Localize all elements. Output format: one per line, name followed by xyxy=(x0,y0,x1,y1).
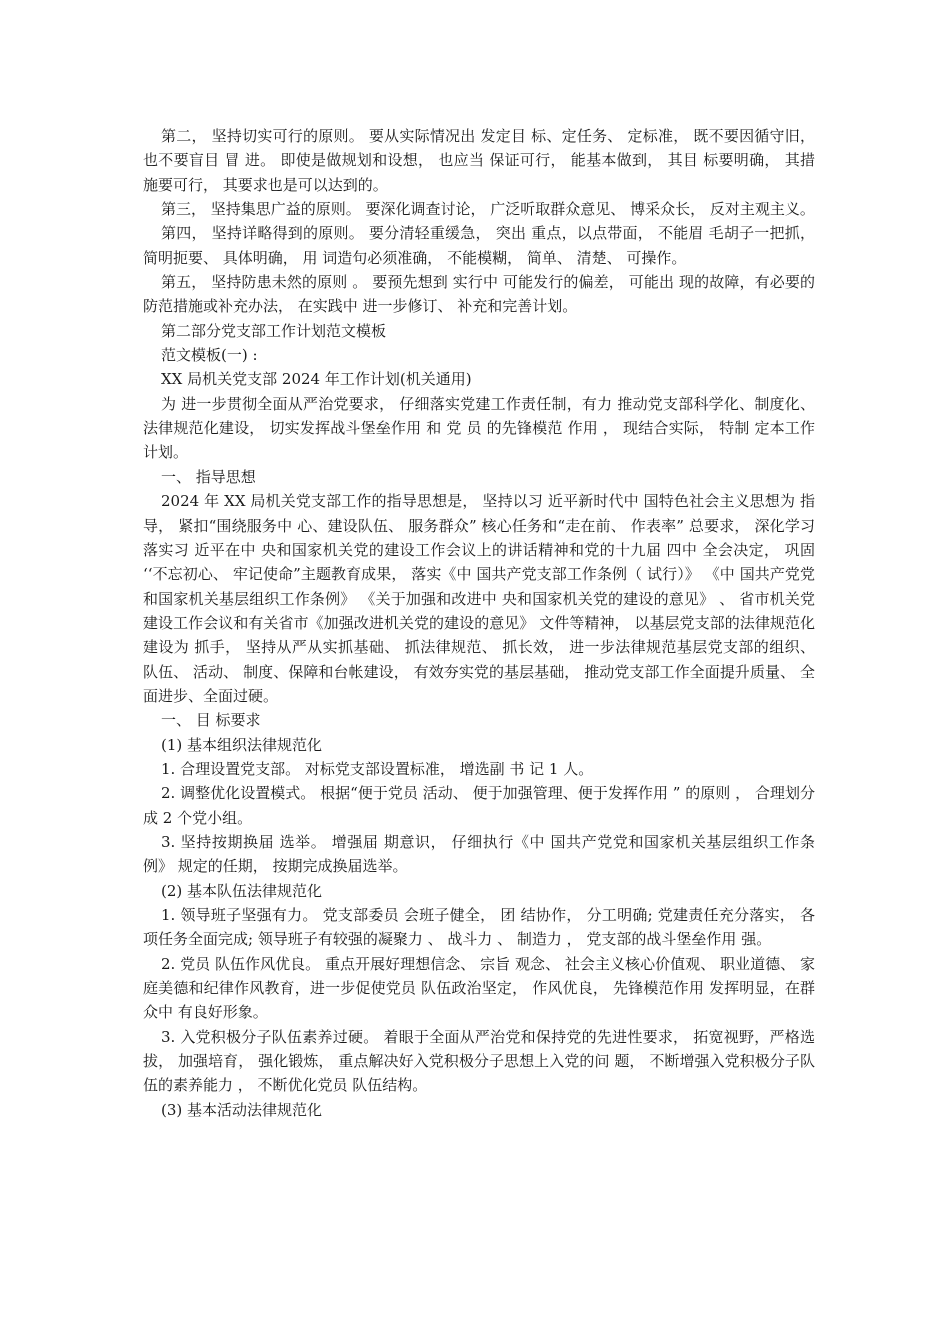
list-item: 1. 领导班子坚强有力。 党支部委员 会班子健全， 团 结协作， 分工明确; 党建责任充分落实， 各项任务全面完成; 领导班子有较强的凝聚力 、 战斗力 、 制造力 ， 党支部的战斗堡垒作用 强。 xyxy=(143,906,815,949)
principle-two-paragraph: 第二， 坚持切实可行的原则。 要从实际情况出 发定目 标、定任务、 定标准， 既不要因循守旧， 也不要盲目 冒 进。 即使是做规划和设想， 也应当 保证可行， 能基本做到， 其目 标要明确， 其措施要可行， 其要求也是可以达到的。 xyxy=(143,127,815,194)
principle-three-paragraph: 第三， 坚持集思广益的原则。 要深化调查讨论， 广泛听取群众意见、 博采众长， 反对主观主义。 xyxy=(161,200,815,219)
plan-intro-paragraph: 为 进一步贯彻全面从严治党要求， 仔细落实党建工作责任制，有力 推动党支部科学化、制度化、 法律规范化建设， 切实发挥战斗堡垒作用 和 党 员 的先锋模范 作用 ， 现结合实际， 特制 定本工作计划。 xyxy=(143,394,815,462)
template-one-heading: 范文模板(一) : xyxy=(161,346,258,365)
list-item: 2. 党员 队伍作风优良。 重点开展好理想信念、 宗旨 观念、 社会主义核心价值观、 职业道德、 家庭美德和纪律作风教育，进一步促使党员 队伍政治坚定， 作风优良， 先锋模范作用 发挥明显，在群众中 有良好形象。 xyxy=(143,954,815,1022)
goal-requirements-heading: 一、 目 标要求 xyxy=(161,711,261,730)
guiding-ideology-paragraph: 2024 年 XX 局机关党支部工作的指导思想是， 坚持以习 近平新时代中 国特色社会主义思想为 指导， 紧扣“围绕服务中 心、建设队伍、 服务群众” 核心任务和“走在前、 作表率” 总要求， 深化学习 落实习 近平在中 央和国家机关党的建设工作会议上的讲话精神和党的十九届 四中 全会决定， 巩固 ‘‘不忘初心、 牢记使命”主题教育成果， 落实《中 国共产党支部工作条例（ 试行）》 《中 国共产党党和国家机关基层组织工作条例》 《关于加强和改进中 央和国家机关党的建设的意见》 、 省市机关党建设工作会议和有关省市《加强改进机关党的建设的意见》 文件等精神， 以基层党支部的法律规范化建设为 抓手， 坚持从严从实抓基础、 抓法律规范、 抓长效， 进一步法律规范基层党支部的组织、 队伍、 活动、 制度、保障和台帐建设， 有效夯实党的基层基础， 推动党支部工作全面提升质量、 全面进步、全面过硬。 xyxy=(143,492,815,705)
section-3-heading: (3) 基本活动法律规范化 xyxy=(161,1100,323,1119)
section-2-heading: (2) 基本队伍法律规范化 xyxy=(161,881,323,900)
list-item: 2. 调整优化设置模式。 根据“便于党员 活动、 便于加强管理、便于发挥作用 ” 的原则 ， 合理划分成 2 个党小组。 xyxy=(143,784,815,827)
document-page xyxy=(143,124,815,1122)
section-1-heading: (1) 基本组织法律规范化 xyxy=(161,735,323,754)
guiding-ideology-heading: 一、 指导思想 xyxy=(161,467,256,486)
list-item: 3. 入党积极分子队伍素养过硬。 着眼于全面从严治党和保持党的先进性要求， 拓宽视野，严格选拔， 加强培育， 强化锻炼， 重点解决好入党积极分子思想上入党的问 题， 不断增强入党积极分子队伍的素养能力 ， 不断优化党员 队伍结构。 xyxy=(143,1027,815,1095)
plan-title: XX 局机关党支部 2024 年工作计划(机关通用) xyxy=(161,370,472,389)
principle-five-paragraph: 第五， 坚持防患未然的原则 。 要预先想到 实行中 可能发行的偏差， 可能出 现的故障，有必要的防范措施或补充办法， 在实践中 进一步修订、 补充和完善计划。 xyxy=(143,273,815,316)
list-item: 3. 坚持按期换届 选举。 增强届 期意识， 仔细执行《中 国共产党党和国家机关基层组织工作条例》 规定的任期， 按期完成换届选举。 xyxy=(143,832,815,876)
list-item: 1. 合理设置党支部。 对标党支部设置标准， 增选副 书 记 1 人。 xyxy=(161,759,594,778)
part-two-heading: 第二部分党支部工作计划范文模板 xyxy=(161,321,387,340)
principle-four-paragraph: 第四， 坚持详略得到的原则。 要分清轻重缓急， 突出 重点，以点带面， 不能眉 毛胡子一把抓， 简明扼要、 具体明确， 用 词造句必须准确， 不能模糊， 简单、 清楚、 可操作。 xyxy=(143,224,815,267)
